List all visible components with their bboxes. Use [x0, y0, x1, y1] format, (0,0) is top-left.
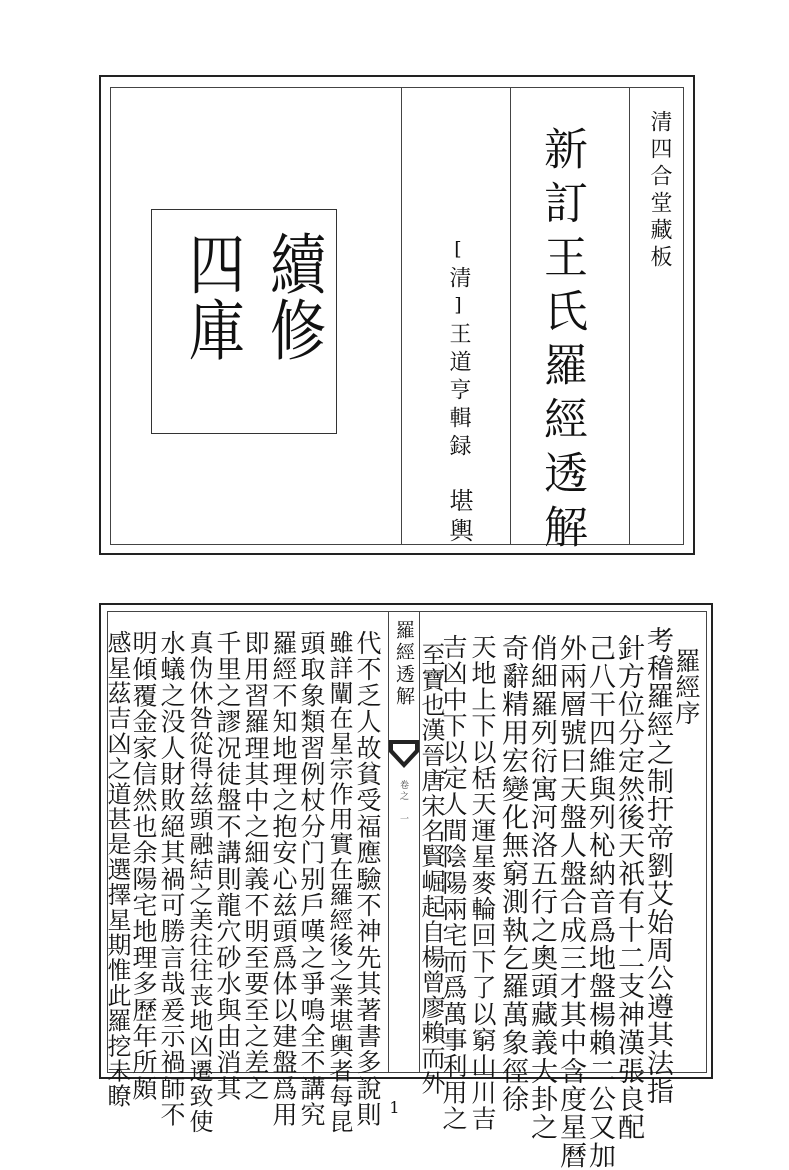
cover-author-block: [447, 238, 469, 462]
text-column-6: 奇辭精用宏變化無窮測執乞羅萬象徑徐: [497, 634, 528, 1114]
text-column-15: 千里之謬况徒盤不講則龍穴砂水與由消其: [213, 630, 242, 1102]
close-bracket: ]: [447, 294, 469, 322]
text-column-11: 雖詳闡在星宗作用實在羅經後之業堪輿者每昆: [325, 630, 353, 1134]
text-column-2: 針方位分定然後天祇有十二支神漢張良配: [613, 634, 644, 1142]
manuscript-inner-frame: [103, 611, 707, 1170]
cover-category: 堪輿: [445, 488, 473, 548]
cover-divider-left: [401, 88, 402, 544]
text-column-14: 即用習羅理其中之細義不明至要至之差之: [241, 630, 270, 1102]
cover-divider-middle: [510, 88, 511, 544]
seal-column-left: 四庫: [179, 230, 245, 362]
page-number: 1: [389, 1098, 400, 1117]
text-column-1: 考稽羅經之制扞帝劉艾始周公遵其法指: [642, 626, 673, 1106]
cover-inner-frame: [110, 87, 684, 558]
text-column-9: 至寶也漢晉唐宋名賢崛起自楊曾廖賴而外: [417, 642, 445, 1096]
series-seal: [151, 209, 337, 434]
fishtail-mark: [389, 740, 419, 772]
cover-author: 王道亨輯録: [446, 322, 471, 462]
text-column-7: 天地上下以栝天運星麥輪回下了以窮山川吉: [468, 634, 497, 1132]
text-column-16: 真伪休咎從得兹頭融結之美往往丧地凶遷致使: [185, 630, 213, 1134]
open-bracket: [: [447, 238, 469, 266]
text-column-8: 吉凶中下以定人間陰陽兩宅而爲萬事利用之: [439, 634, 468, 1132]
text-column-18: 明傾覆金家信然也余陽宅地理多歷年所頗: [129, 630, 158, 1102]
text-column-10: 代不乏人故貧受福應驗不神先其著書多說則: [353, 630, 382, 1128]
cover-publisher: 清四合堂藏板: [647, 110, 672, 272]
spine-small-label: 卷之 一: [398, 780, 408, 825]
cover-panel: [99, 75, 695, 558]
text-column-3: 己八干四維與列杺納音爲地盤楊賴二公又加: [584, 634, 615, 1170]
text-column-17: 水蟻之没人財敗絕其禍可勝言哉爰示禍師不: [157, 630, 186, 1128]
cover-title: 新訂王氏羅經透解: [536, 126, 587, 558]
cover-author-dynasty: 清: [446, 266, 471, 294]
manuscript-heading: 羅經序: [672, 648, 701, 726]
spine-title: 羅經透解: [393, 620, 415, 708]
text-column-4: 外兩層號曰天盤人盤合成三才其中含度星曆: [555, 634, 586, 1170]
manuscript-panel: [99, 603, 713, 1170]
text-column-13: 羅經不知地理之抱安心兹頭爲体以建盤爲用: [269, 630, 298, 1128]
seal-column-right: 續修: [260, 230, 326, 362]
text-column-5: 俏細羅列衍寓河洛五行之奧頭藏義大卦之: [526, 634, 557, 1142]
spine: [388, 612, 420, 1072]
text-column-12: 頭取象類習例杖分门别戶嘆之爭鳴全不講究: [297, 630, 326, 1128]
cover-author-bracketed: [447, 238, 469, 462]
cover-divider-right: [629, 88, 630, 544]
text-column-19: 感星茲吉凶之道甚是選擇星期惟此羅挖未瞭: [103, 630, 131, 1109]
